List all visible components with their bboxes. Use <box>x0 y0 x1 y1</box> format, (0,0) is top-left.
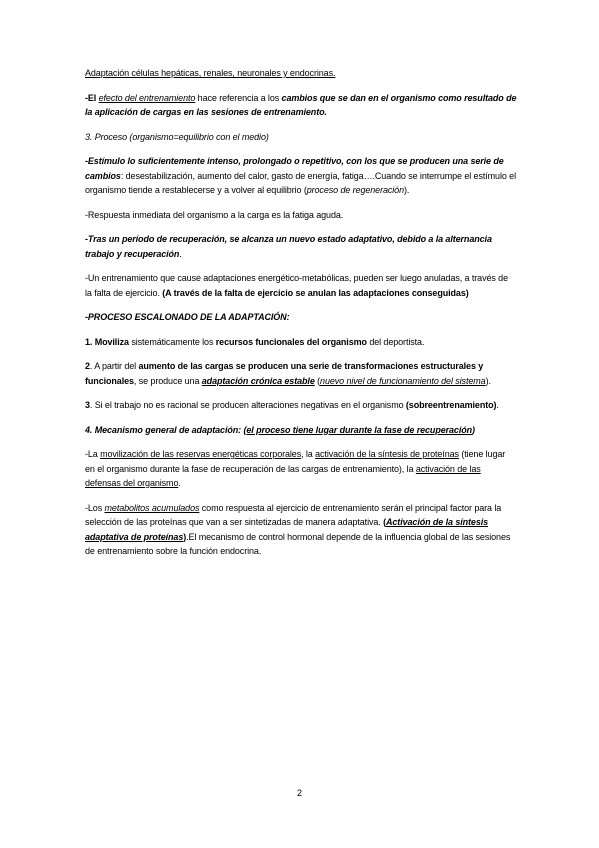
text-run: 3. Proceso (organismo=equilibrio con el medio) <box>85 131 269 142</box>
text-run: movilización de las reservas energéticas corporales <box>100 449 302 459</box>
paragraph-mobilization <box>85 447 517 491</box>
text-run: efecto del entrenamiento <box>98 92 196 103</box>
paragraph-acute-fatigue <box>85 208 517 223</box>
text-run: -Tras un período de recuperación, se alcanza un nuevo estado adaptativo, debido a la alternancia trabajo y recuperación <box>85 234 492 259</box>
text-run: metabolitos acumulados <box>104 502 200 513</box>
paragraph-process <box>85 130 517 145</box>
text-run: del deportista. <box>366 336 425 347</box>
text-run: .El mecanismo de control hormonal depende de la influencia global de las sesiones de entrenamiento sobre la función endocrina. <box>85 531 511 556</box>
heading-text: Adaptación células hepáticas, renales, neuronales y endocrinas. <box>85 68 336 78</box>
text-run: -Un entrenamiento que cause adaptaciones energético-metabólicas, pueden ser luego anuladas, a través de la falta de ejercicio. <box>85 273 508 298</box>
paragraph-step-1 <box>85 335 517 350</box>
section-heading <box>85 66 517 81</box>
text-run: ) <box>183 531 187 542</box>
text-run: . Si el trabajo no es racional se producen alteraciones negativas en el organismo <box>89 400 406 410</box>
text-run: ( <box>383 517 386 527</box>
text-run: 1. Moviliza <box>85 336 129 347</box>
text-run: ). <box>404 185 410 195</box>
text-run: (A través de la falta de ejercicio se anulan las adaptaciones conseguidas) <box>162 287 469 298</box>
text-run: . <box>178 478 181 488</box>
text-run: sistemáticamente los <box>128 336 216 347</box>
text-run: cambios que se dan en el organismo como resultado de la aplicación de cargas en las sesiones de entrenamiento. <box>85 92 517 117</box>
text-run: 2 <box>85 361 90 371</box>
text-run: activación de la síntesis de proteínas <box>315 449 459 459</box>
text-run: como respuesta al ejercicio de entrenamiento serán el principal factor para la selección de las proteínas que van a ser sintetizadas de manera adaptativa. <box>85 502 502 527</box>
text-run: ( <box>314 375 321 386</box>
text-run: -Respuesta inmediata del organismo a la carga es la fatiga aguda. <box>85 209 344 220</box>
text-run: hace referencia a los <box>195 92 282 103</box>
page-content <box>85 66 517 569</box>
text-run: adaptación crónica estable <box>201 375 315 386</box>
text-run: -La <box>85 449 101 459</box>
paragraph-detraining <box>85 271 517 300</box>
paragraph-step-4 <box>85 423 517 438</box>
text-run: activación de las defensas del organismo <box>85 463 481 488</box>
paragraph-metabolites <box>85 501 517 559</box>
text-run: . A partir del <box>89 361 139 371</box>
text-run: ). <box>485 375 491 386</box>
paragraph-step-2 <box>85 359 517 388</box>
paragraph-stimulus <box>85 154 517 198</box>
text-run: 3 <box>85 400 90 410</box>
page-number: 2 <box>296 788 302 798</box>
paragraph-recovery <box>85 232 517 261</box>
text-run: el proceso tiene lugar durante la fase de recuperación <box>246 424 473 435</box>
text-run: : desestabilización, aumento del calor, gasto de energía, fatiga….Cuando se interrumpe el estímulo el organismo tiende a restablecerse y a volver al equilibrio ( <box>85 170 516 195</box>
text-run: , se produce una <box>133 375 202 386</box>
text-run: (tiene lugar en el organismo durante la fase de recuperación de las cargas de entrenamiento), la <box>85 449 506 474</box>
text-run: -Los <box>85 502 105 513</box>
text-run: aumento de las cargas se producen una serie de transformaciones estructurales y funcionales <box>85 361 484 386</box>
text-run: recursos funcionales del organismo <box>215 336 367 347</box>
text-run: 4. Mecanismo general de adaptación: ( <box>85 424 247 435</box>
text-run: -PROCESO ESCALONADO DE LA ADAPTACIÓN: <box>85 312 290 322</box>
text-run: , la <box>301 449 316 459</box>
text-run: proceso de regeneración <box>306 185 404 195</box>
text-run: ) <box>472 424 475 435</box>
paragraph-training-effect <box>85 91 517 120</box>
text-run: . <box>179 248 182 259</box>
text-run: -Estímulo lo suficientemente intenso, prolongado o repetitivo, con los que se producen una serie de cambios <box>85 156 504 181</box>
text-run: Activación de la síntesis adaptativa de proteínas <box>85 517 489 542</box>
text-run: nuevo nivel de funcionamiento del sistema <box>320 375 486 386</box>
text-run: . <box>496 400 499 410</box>
text-run: -El <box>85 92 99 103</box>
paragraph-stepped-process-title <box>85 310 517 325</box>
text-run: (sobreentrenamiento) <box>405 400 497 410</box>
paragraph-step-3 <box>85 398 517 413</box>
